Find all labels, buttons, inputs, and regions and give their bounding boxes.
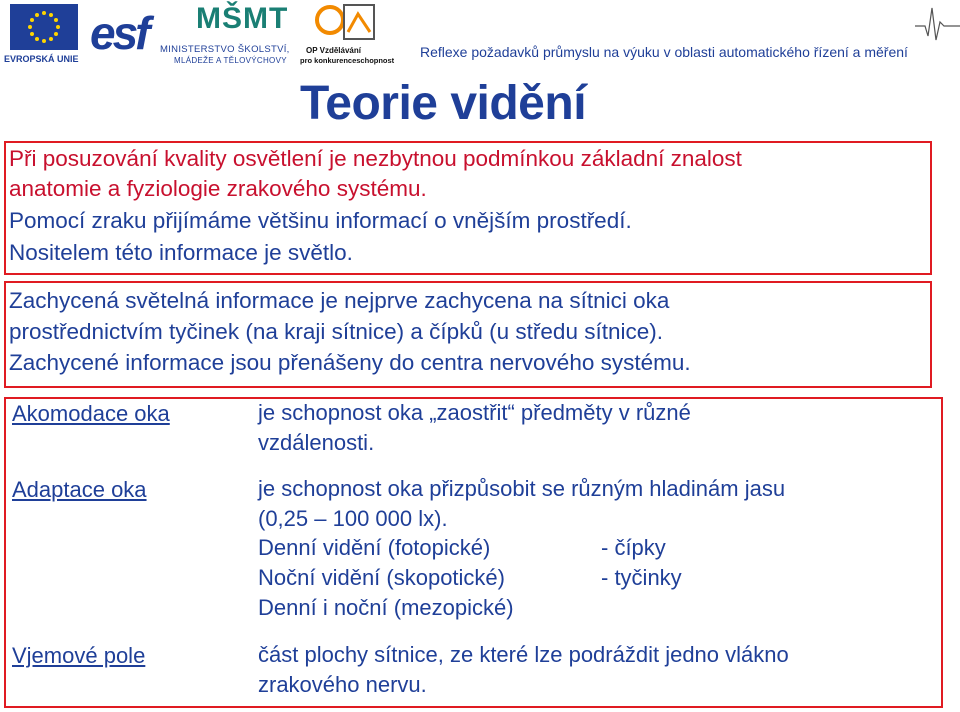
op-emblem-icon [300,2,384,46]
retina-line-3: Zachycené informace jsou přenášeny do centra nervového systému. [9,350,691,375]
term-adaptation: Adaptace oka [12,477,147,502]
def-accommodation-line-2: vzdálenosti. [258,430,375,455]
term-receptive-field: Vjemové pole [12,643,146,668]
vision-row-photopic [258,535,666,561]
eu-label: EVROPSKÁ UNIE [4,54,79,64]
intro-line-3: Pomocí zraku přijímáme většinu informací o vnějším prostředí. [9,208,632,233]
def-receptive-field-line-2: zrakového nervu. [258,672,427,697]
term-accommodation: Akomodace oka [12,401,170,426]
def-accommodation-line-1: je schopnost oka „zaostřit“ předměty v různé [258,400,691,425]
vision-row-mesopic [258,595,601,621]
def-receptive-field-line-1: část plochy sítnice, ze které lze podráždit jedno vlákno [258,642,789,667]
eu-flag-icon [10,4,78,50]
op-logo [300,2,395,68]
intro-line-2: anatomie a fyziologie zrakového systému. [9,176,427,201]
op-line-1: OP Vzdělávání [306,46,361,55]
intro-line-1: Při posuzování kvality osvětlení je nezbytnou podmínkou základní znalost [9,146,742,171]
msmt-line-2: MLÁDEŽE A TĚLOVÝCHOVY [174,56,287,65]
def-adaptation-line-2: (0,25 – 100 000 lx). [258,506,448,531]
vision-type: Noční vidění (skopotické) [258,565,505,590]
msmt-logo [160,2,300,66]
page-title: Teorie vidění [300,77,587,130]
vision-type: Denní i noční (mezopické) [258,595,514,620]
vision-row-scotopic [258,565,682,591]
pulse-icon [915,2,960,44]
def-adaptation-line-1: je schopnost oka přizpůsobit se různým hladinám jasu [258,476,786,501]
header-caption: Reflexe požadavků průmyslu na výuku v oblasti automatického řízení a měření [420,44,908,60]
retina-line-2: prostřednictvím tyčinek (na kraji sítnice) a čípků (u středu sítnice). [9,319,663,344]
intro-line-4: Nositelem této informace je světlo. [9,240,353,265]
vision-receptor: - čípky [601,535,666,560]
vision-receptor: - tyčinky [601,565,682,590]
eu-logo [4,4,84,64]
msmt-mark: MŠMT [196,2,289,35]
esf-logo: esf [90,7,148,59]
op-line-2: pro konkurenceschopnost [300,56,395,65]
vision-type: Denní vidění (fotopické) [258,535,491,560]
msmt-line-1: MINISTERSTVO ŠKOLSTVÍ, [160,44,290,55]
retina-line-1: Zachycená světelná informace je nejprve zachycena na sítnici oka [9,288,670,313]
header [0,0,960,75]
